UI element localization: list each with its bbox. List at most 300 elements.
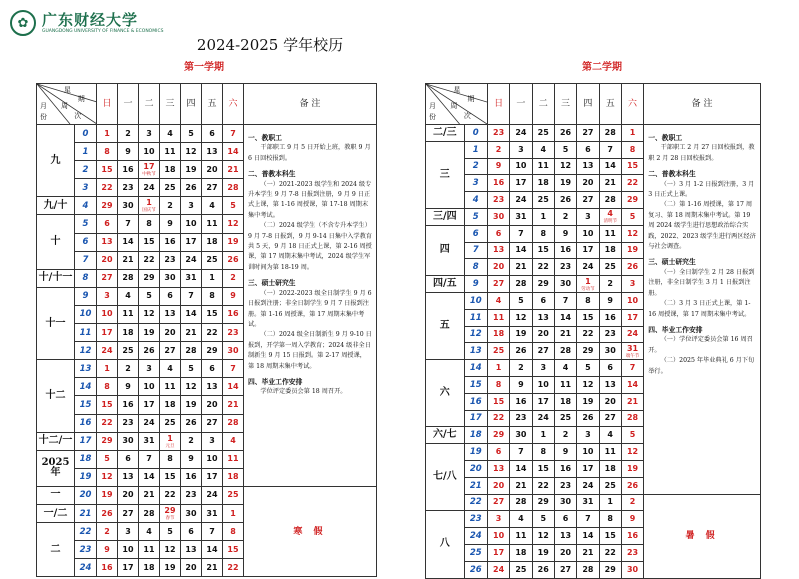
day-cell (621, 175, 643, 192)
month-cell: 十二/一 (37, 432, 75, 450)
day-number: 2 (230, 273, 236, 283)
day-number: 10 (582, 447, 594, 457)
holiday-label: 清明节 (603, 219, 617, 225)
day-cell (139, 432, 160, 450)
day-cell (202, 504, 223, 522)
week-number: 3 (464, 175, 487, 192)
day-number: 7 (518, 447, 524, 457)
day-number: 19 (537, 547, 549, 557)
day-number: 28 (604, 127, 616, 137)
day-cell (577, 259, 599, 276)
week-number: 18 (464, 427, 487, 444)
day-cell (487, 276, 509, 293)
day-cell (181, 125, 202, 143)
month-cell: 五 (426, 292, 465, 359)
day-cell (510, 460, 532, 477)
day-cell (487, 292, 509, 309)
day-cell (118, 450, 139, 468)
day-number: 30 (122, 436, 134, 446)
day-cell (223, 251, 244, 269)
week-number: 0 (75, 125, 97, 143)
week-number: 15 (75, 396, 97, 414)
day-cell (97, 504, 118, 522)
day-cell (577, 494, 599, 511)
day-number: 17 (582, 245, 594, 255)
day-number: 21 (143, 490, 155, 500)
day-cell (202, 251, 223, 269)
day-cell (118, 287, 139, 305)
day-number: 5 (562, 144, 569, 154)
day-number: 5 (167, 526, 173, 536)
day-cell (554, 175, 576, 192)
day-cell (97, 378, 118, 396)
week-number: 22 (464, 494, 487, 511)
header-fen: 份 (429, 113, 436, 121)
week-number: 13 (464, 343, 487, 360)
day-cell (181, 396, 202, 414)
day-cell (577, 376, 599, 393)
day-number: 18 (604, 245, 616, 255)
day-cell (510, 192, 532, 209)
day-number: 6 (540, 295, 547, 305)
day-number: 16 (164, 237, 176, 247)
week-number: 9 (464, 276, 487, 293)
day-number: 28 (227, 182, 239, 192)
day-cell (532, 444, 554, 461)
day-cell (160, 486, 181, 504)
day-cell (510, 444, 532, 461)
notes-header: 备 注 (244, 84, 377, 125)
month-cell: 二 (37, 523, 75, 577)
week-row (426, 494, 761, 511)
day-cell (118, 125, 139, 143)
day-number: 14 (559, 312, 572, 322)
day-number: 12 (227, 219, 239, 229)
day-cell (510, 242, 532, 259)
day-number: 6 (209, 363, 215, 373)
day-number: 25 (227, 490, 239, 500)
day-number: 29 (604, 564, 616, 574)
day-number: 1 (209, 273, 215, 283)
day-cell (202, 378, 223, 396)
day-cell (599, 225, 621, 242)
day-cell (97, 450, 118, 468)
day-cell (621, 511, 643, 528)
day-number: 16 (515, 396, 527, 406)
day-number: 14 (206, 544, 218, 554)
day-number: 17 (582, 463, 594, 473)
day-cell (160, 541, 181, 559)
day-cell (577, 343, 599, 360)
day-number: 14 (604, 161, 616, 171)
day-cell (510, 376, 532, 393)
day-cell (160, 468, 181, 486)
day-number: 11 (604, 447, 616, 457)
day-cell (554, 141, 576, 158)
day-cell (621, 276, 643, 293)
day-number: 19 (559, 178, 572, 188)
day-number: 21 (227, 399, 239, 409)
day-cell (510, 125, 532, 142)
day-cell (118, 305, 139, 323)
day-cell (532, 410, 554, 427)
day-cell (487, 259, 509, 276)
day-cell (577, 477, 599, 494)
day-number: 11 (143, 544, 155, 554)
day-cell (532, 242, 554, 259)
day-header: 日 (97, 84, 118, 125)
day-cell (202, 342, 223, 360)
day-cell (139, 161, 160, 179)
day-number: 10 (143, 381, 155, 391)
day-number: 5 (540, 514, 547, 524)
day-cell (554, 477, 576, 494)
day-cell (599, 528, 621, 545)
day-number: 29 (101, 200, 113, 210)
day-cell (532, 225, 554, 242)
day-cell (181, 504, 202, 522)
day-cell (487, 427, 509, 444)
day-number: 13 (604, 379, 616, 389)
day-cell (160, 523, 181, 541)
day-cell (118, 559, 139, 577)
day-cell (554, 444, 576, 461)
day-number: 28 (582, 564, 594, 574)
day-number: 4 (146, 526, 152, 536)
day-number: 16 (559, 245, 572, 255)
day-cell (554, 242, 576, 259)
day-cell (160, 287, 181, 305)
day-cell (202, 287, 223, 305)
day-cell (487, 360, 509, 377)
day-number: 19 (185, 399, 197, 409)
day-cell (621, 393, 643, 410)
day-cell (599, 360, 621, 377)
week-number: 11 (75, 324, 97, 342)
month-cell: 四 (426, 225, 465, 275)
day-number: 15 (101, 399, 113, 409)
day-number: 17 (206, 472, 218, 482)
day-cell (621, 427, 643, 444)
day-number: 30 (227, 345, 239, 355)
day-cell (554, 460, 576, 477)
day-number: 13 (206, 146, 218, 156)
day-number: 18 (122, 327, 134, 337)
day-number: 9 (518, 379, 524, 389)
day-number: 19 (582, 396, 594, 406)
day-cell (487, 410, 509, 427)
day-number: 27 (122, 508, 134, 518)
day-number: 12 (559, 161, 572, 171)
day-cell (181, 233, 202, 251)
day-number: 5 (146, 291, 152, 301)
day-number: 24 (582, 262, 594, 272)
day-cell (554, 292, 576, 309)
day-number: 25 (515, 564, 527, 574)
day-number: 8 (629, 144, 636, 154)
day-cell (621, 141, 643, 158)
day-cell (577, 158, 599, 175)
week-number: 23 (464, 511, 487, 528)
day-cell (118, 233, 139, 251)
day-cell (97, 360, 118, 378)
day-cell (181, 161, 202, 179)
day-cell (599, 460, 621, 477)
day-number: 28 (626, 413, 639, 423)
day-header: 六 (621, 84, 643, 125)
day-cell (487, 242, 509, 259)
day-number: 26 (101, 508, 113, 518)
day-number: 14 (122, 237, 134, 247)
day-number: 18 (537, 178, 549, 188)
day-number: 4 (518, 514, 524, 524)
day-cell (577, 276, 599, 293)
day-number: 8 (540, 447, 547, 457)
day-number: 8 (607, 514, 613, 524)
day-cell (160, 360, 181, 378)
day-cell (487, 326, 509, 343)
day-number: 15 (582, 312, 594, 322)
day-cell (118, 432, 139, 450)
day-number: 17 (143, 162, 155, 172)
day-cell (577, 292, 599, 309)
day-cell (554, 427, 576, 444)
notes-heading: 三、硕士研究生 (248, 279, 296, 288)
day-number: 24 (582, 480, 594, 490)
day-cell (223, 125, 244, 143)
day-number: 7 (607, 144, 613, 154)
day-header: 三 (160, 84, 181, 125)
day-cell (621, 225, 643, 242)
day-cell (139, 541, 160, 559)
day-number: 2 (562, 430, 569, 440)
day-cell (223, 414, 244, 432)
day-cell (621, 460, 643, 477)
day-cell (118, 143, 139, 161)
day-number: 22 (206, 327, 218, 337)
day-cell (97, 305, 118, 323)
day-number: 15 (493, 396, 505, 406)
day-number: 1 (104, 128, 110, 138)
day-number: 10 (582, 228, 594, 238)
day-cell (139, 450, 160, 468)
day-number: 15 (604, 531, 616, 541)
day-number: 25 (559, 413, 572, 423)
day-number: 5 (188, 363, 194, 373)
day-number: 17 (143, 399, 155, 409)
week-number: 4 (75, 197, 97, 215)
day-number: 11 (164, 146, 176, 156)
day-number: 12 (185, 146, 197, 156)
day-cell (532, 494, 554, 511)
day-number: 24 (101, 345, 113, 355)
day-cell (118, 179, 139, 197)
day-number: 27 (493, 279, 505, 289)
day-cell (202, 179, 223, 197)
day-number: 28 (185, 345, 197, 355)
day-number: 8 (585, 295, 591, 305)
day-cell (181, 486, 202, 504)
day-number: 8 (104, 146, 110, 156)
day-number: 7 (230, 128, 236, 138)
day-cell (139, 287, 160, 305)
day-number: 23 (122, 418, 134, 428)
day-number: 20 (493, 262, 505, 272)
day-number: 9 (495, 161, 502, 171)
day-cell (223, 360, 244, 378)
day-cell (139, 486, 160, 504)
day-number: 20 (164, 327, 176, 337)
day-number: 6 (607, 363, 613, 373)
day-number: 31 (515, 211, 527, 221)
day-number: 12 (626, 447, 639, 457)
day-cell (621, 494, 643, 511)
semester-2-title: 第二学期 (582, 62, 622, 73)
day-number: 26 (626, 262, 639, 272)
day-cell (621, 477, 643, 494)
day-number: 7 (209, 526, 215, 536)
day-number: 6 (209, 128, 215, 138)
day-number: 16 (493, 178, 505, 188)
day-cell (532, 360, 554, 377)
day-cell (139, 523, 160, 541)
day-cell (223, 468, 244, 486)
day-number: 12 (143, 309, 155, 319)
notes-cell (244, 125, 377, 487)
day-number: 25 (164, 418, 176, 428)
day-number: 5 (188, 128, 194, 138)
day-number: 2 (167, 200, 173, 210)
notes-header: 备 注 (644, 84, 761, 125)
day-number: 12 (582, 379, 594, 389)
day-cell (202, 324, 223, 342)
day-cell (554, 544, 576, 561)
day-cell (599, 427, 621, 444)
day-number: 15 (537, 245, 549, 255)
week-number: 23 (75, 541, 97, 559)
day-cell (181, 378, 202, 396)
day-number: 7 (585, 514, 591, 524)
day-number: 18 (206, 237, 218, 247)
day-number: 19 (626, 463, 639, 473)
holiday-label: 元旦 (165, 443, 175, 449)
day-number: 25 (493, 346, 505, 356)
day-number: 2 (518, 363, 524, 373)
day-cell (202, 432, 223, 450)
day-number: 11 (559, 379, 572, 389)
day-cell (160, 215, 181, 233)
day-number: 1 (495, 363, 502, 373)
day-cell (487, 309, 509, 326)
day-cell (160, 161, 181, 179)
day-cell (510, 158, 532, 175)
week-row (426, 125, 761, 142)
day-number: 1 (585, 276, 591, 286)
day-cell (554, 343, 576, 360)
day-number: 11 (122, 309, 134, 319)
week-number: 10 (75, 305, 97, 323)
day-number: 27 (206, 418, 218, 428)
day-number: 18 (604, 463, 616, 473)
day-cell (577, 544, 599, 561)
header-week: 周 (450, 102, 458, 110)
day-cell (97, 161, 118, 179)
day-cell (599, 141, 621, 158)
day-cell (577, 444, 599, 461)
day-cell (510, 494, 532, 511)
day-number: 30 (493, 211, 505, 221)
day-cell (487, 343, 509, 360)
day-number: 20 (604, 396, 616, 406)
day-cell (223, 233, 244, 251)
day-cell (139, 324, 160, 342)
day-cell (223, 161, 244, 179)
day-cell (97, 414, 118, 432)
notes-heading: 三、硕士研究生 (648, 258, 696, 267)
day-cell (181, 541, 202, 559)
day-cell (118, 324, 139, 342)
day-cell (487, 544, 509, 561)
day-cell (487, 477, 509, 494)
week-number: 1 (464, 141, 487, 158)
day-number: 7 (146, 454, 152, 464)
week-number: 16 (464, 393, 487, 410)
day-number: 31 (143, 436, 155, 446)
notes-heading: 四、毕业工作安排 (648, 325, 703, 334)
day-number: 23 (626, 547, 639, 557)
day-cell (97, 486, 118, 504)
university-name-en: GUANGDONG UNIVERSITY OF FINANCE & ECONOMICS (42, 28, 164, 34)
day-cell (118, 541, 139, 559)
day-cell (599, 511, 621, 528)
day-cell (118, 468, 139, 486)
day-cell (181, 287, 202, 305)
day-number: 30 (559, 279, 572, 289)
day-cell (97, 523, 118, 541)
day-cell (223, 378, 244, 396)
day-cell (532, 477, 554, 494)
day-number: 3 (146, 363, 152, 373)
day-number: 3 (495, 514, 502, 524)
month-cell: 2025 年 (37, 450, 75, 486)
notes-paragraph: （一）2021-2023 级学生和 2024 级专升本学生 9 月 7-8 日报到注册，9 月 9 日正式上课，第 1-16 周授课，第 17-18 周期末集中考试。 (248, 180, 372, 219)
day-cell (510, 175, 532, 192)
day-number: 5 (518, 295, 524, 305)
day-cell (181, 523, 202, 541)
day-cell (487, 175, 509, 192)
day-number: 25 (122, 345, 134, 355)
day-cell (599, 158, 621, 175)
day-number: 8 (104, 381, 110, 391)
day-number: 13 (493, 245, 505, 255)
day-number: 8 (167, 454, 173, 464)
day-cell (599, 326, 621, 343)
day-cell (118, 197, 139, 215)
day-cell (223, 287, 244, 305)
day-cell (202, 396, 223, 414)
day-cell (577, 309, 599, 326)
day-header: 四 (577, 84, 599, 125)
week-number: 9 (75, 287, 97, 305)
day-cell (160, 378, 181, 396)
week-number: 12 (75, 342, 97, 360)
day-cell (577, 528, 599, 545)
day-number: 3 (585, 430, 591, 440)
notes-paragraph: （二）2024 级学生（不含专升本学生）9 月 7-8 日报到，9 月 9-14 日集中入学教育共 5 天，9 月 18 日正式上课，第 2-16 周授课，第 17 周期末集中考试，2024 级学生军训时间为第 18-19 周。 (248, 222, 372, 271)
day-number: 7 (125, 219, 131, 229)
day-cell (97, 215, 118, 233)
day-cell (202, 197, 223, 215)
